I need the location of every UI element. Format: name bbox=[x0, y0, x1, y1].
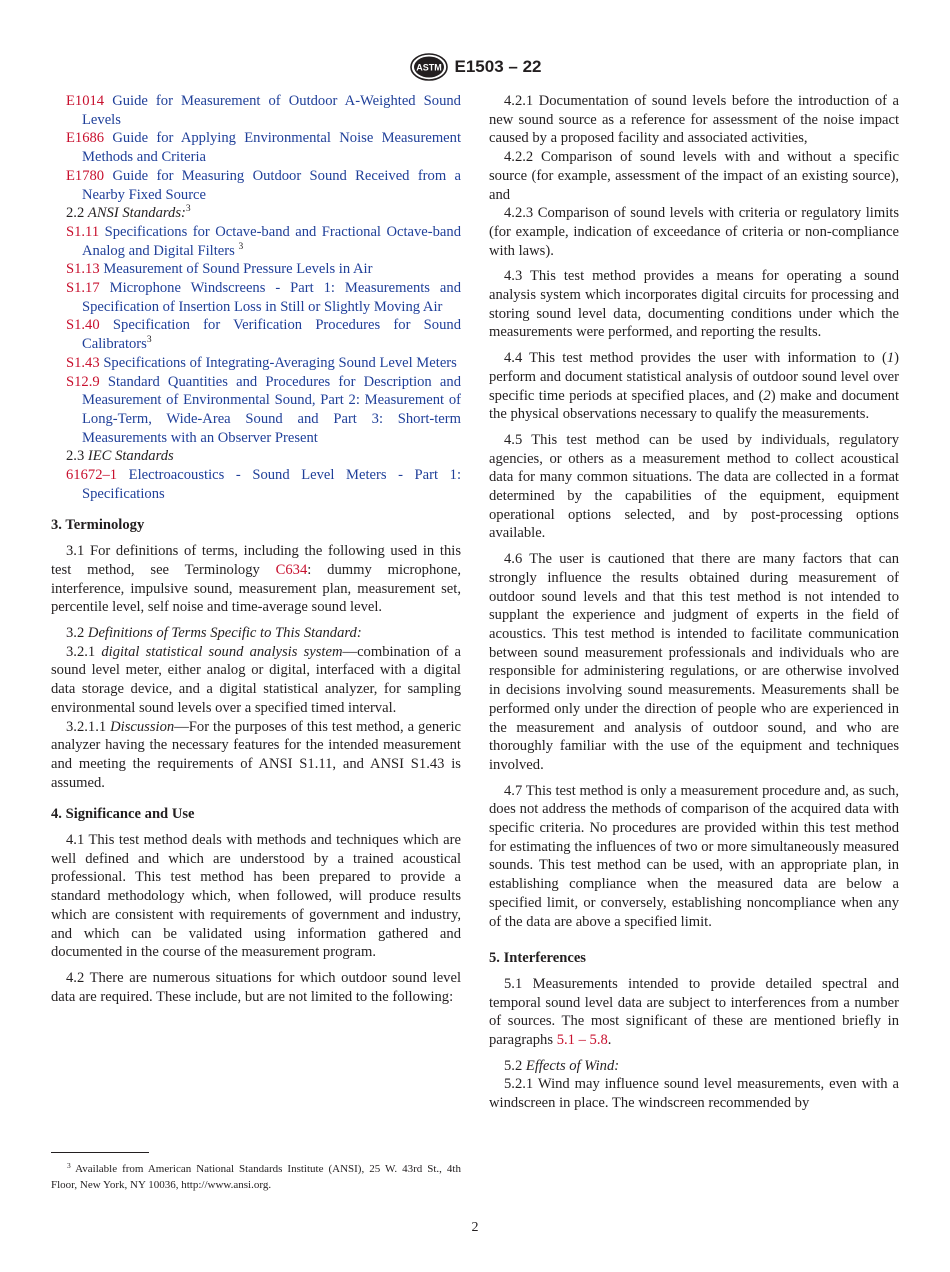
paragraph-3-1: 3.1 For definitions of terms, including the following used in this test method, see Terminology C634: dummy microphone, interference, impulsive sound, measurement plan, measurement set, percentile level, self noise and time-average sound level. bbox=[51, 543, 461, 616]
reference-title: Guide for Measurement of Outdoor A-Weighted Sound Levels bbox=[82, 93, 461, 128]
paragraph-4-3: 4.3 This test method provides a means for operating a sound analysis system which incorporates digital circuits for processing and storing sound level data, documenting conditions under which the measurements were performed, and reporting the results. bbox=[489, 268, 900, 341]
reference-code-link[interactable]: S1.40 bbox=[66, 317, 100, 334]
reference-61672-1 bbox=[51, 466, 461, 503]
iec-standards-heading: 2.3 IEC Standards bbox=[66, 448, 174, 465]
paragraph-4-2-1: 4.2.1 Documentation of sound levels before the introduction of a new sound source as a reference for assessment of the noise impact caused by a proposed facility and associated activities, bbox=[489, 93, 899, 147]
footnote-marker: 3 bbox=[67, 1161, 71, 1170]
paragraph-4-5: 4.5 This test method can be used by individuals, regulatory agencies, or others as a measurement method to collect acoustical data for many common situations. The data are collected in a format determined by the capabilities of the equipment, equipment operational options selected, and by post-processing options available. bbox=[489, 431, 899, 542]
paragraph-4-2-2: 4.2.2 Comparison of sound levels with and without a specific source (for example, assessment of the impact of an existing source), and bbox=[489, 149, 900, 203]
paragraph-4-2-3: 4.2.3 Comparison of sound levels with criteria or regulatory limits (for example, indication of exceedance of criteria or non-compliance with laws). bbox=[489, 205, 899, 259]
paragraph-5-2: 5.2 Effects of Wind: bbox=[504, 1057, 620, 1074]
reference-s1-13 bbox=[51, 260, 461, 279]
paragraph-4-7: 4.7 This test method is only a measurement procedure and, as such, does not address the methods of comparison of the acquired data with specific criteria. No procedures are provided within this test method for estimating the influences of two or more simultaneously measured sounds. This test method can be used, with an appropriate plan, in establishing compliance when the measured data are below a specified limit, or conversely, establishing noncompliance when any of the data are above a specified limit. bbox=[489, 782, 899, 930]
reference-code-link[interactable]: 61672–1 bbox=[66, 467, 118, 484]
paragraph-5-1: 5.1 Measurements intended to provide detailed spectral and temporal sound level data are subject to interferences from a number of sources. The most significant of these are mentioned briefly in paragraphs 5.1 – 5.8. bbox=[489, 975, 899, 1049]
footnote-divider bbox=[51, 1152, 149, 1153]
reference-code-link[interactable]: S12.9 bbox=[66, 373, 100, 390]
reference-title: Specification for Verification Procedures for Sound Calibrators bbox=[82, 317, 461, 353]
paragraph-4-4: 4.4 This test method provides the user with information to (1) perform and document statistical analysis of outdoor sound level over specific time periods at specified places, and (2) make and document the physical observations necessary to qualify the measurements. bbox=[489, 350, 900, 423]
reference-s1-17 bbox=[51, 279, 461, 316]
footnote-marker: 3 bbox=[238, 241, 244, 252]
reference-code-link[interactable]: E1686 bbox=[66, 130, 105, 147]
paragraph-range-link[interactable]: 5.1 – 5.8 bbox=[556, 1032, 608, 1049]
ansi-standards-heading: 2.2 ANSI Standards:$^3$ bbox=[66, 204, 191, 222]
reference-title: Guide for Measuring Outdoor Sound Received from a Nearby Fixed Source bbox=[82, 167, 461, 203]
document-id: E1503 – 22 bbox=[454, 57, 542, 76]
reference-e1780 bbox=[51, 167, 461, 204]
footnote-marker: 3 bbox=[146, 335, 152, 346]
reference-code-link[interactable]: S1.13 bbox=[66, 261, 100, 278]
reference-title: Specifications for Octave-band and Fractional Octave-band Analog and Digital Filters bbox=[82, 223, 461, 259]
section-5-heading: 5. Interferences bbox=[489, 950, 586, 967]
reference-code-link[interactable]: S1.43 bbox=[66, 354, 100, 371]
reference-s1-11 bbox=[51, 223, 461, 260]
section-3-heading: 3. Terminology bbox=[51, 517, 145, 534]
page-number: 2 bbox=[471, 1220, 479, 1235]
paragraph-5-2-1: 5.2.1 Wind may influence sound level measurements, even with a windscreen in place. The windscreen recommended by bbox=[489, 1076, 899, 1112]
footnote-marker: 3 bbox=[185, 204, 191, 215]
reference-s12-9 bbox=[51, 373, 461, 448]
reference-code-link[interactable]: S1.11 bbox=[66, 223, 100, 240]
footnote-3: $^3$ Available from American National Standards Institute (ANSI), 25 W. 43rd St., 4th Floor, New York, NY 10036, http://www.ansi.org. bbox=[51, 1161, 461, 1191]
page-header bbox=[0, 52, 950, 87]
reference-title: Standard Quantities and Procedures for Description and Measurement of Environmental Sound, Part 2: Measurement of Long-Term, Wide-Area Sound and Part 3: Short-term Measurements with an Observer Present bbox=[82, 373, 461, 446]
reference-title: Electroacoustics - Sound Level Meters - Part 1: Specifications bbox=[82, 467, 462, 502]
reference-s1-40 bbox=[51, 316, 461, 353]
section-4-heading: 4. Significance and Use bbox=[51, 806, 195, 823]
reference-e1686 bbox=[51, 129, 461, 166]
reference-code-link[interactable]: E1780 bbox=[66, 167, 105, 184]
reference-title: Microphone Windscreens - Part 1: Measurements and Specification of Insertion Loss in Still or Slightly Moving Air bbox=[82, 280, 462, 315]
logo-text: ASTM bbox=[415, 62, 442, 73]
paragraph-3-2-1-1: 3.2.1.1 Discussion—For the purposes of this test method, a generic analyzer having the necessary features for the intended measurement and meeting the requirements of ANSI S1.11, and ANSI S1.43 is assumed. bbox=[51, 718, 461, 791]
right-column bbox=[489, 92, 899, 1113]
reference-s1-43 bbox=[51, 354, 461, 373]
paragraph-4-1: 4.1 This test method deals with methods and techniques which are well defined and which are understood by a trained acoustical professional. This test method has been prepared to provide a standard methodology which, when followed, will produce results which are consistent with requirements of government and industry, and which can be validated using information gathered and documented in the course of the measurement program. bbox=[51, 832, 462, 961]
reference-code-link[interactable]: S1.17 bbox=[66, 280, 100, 297]
left-column bbox=[51, 92, 461, 1006]
reference-e1014 bbox=[51, 92, 461, 129]
reference-title: Measurement of Sound Pressure Levels in Air bbox=[103, 261, 373, 278]
reference-code-link[interactable]: E1014 bbox=[66, 93, 105, 109]
paragraph-4-2: 4.2 There are numerous situations for which outdoor sound level data are required. These include, but are not limited to the following: bbox=[51, 969, 461, 1005]
paragraph-3-2: 3.2 Definitions of Terms Specific to This Standard: bbox=[66, 624, 362, 641]
paragraph-3-2-1: 3.2.1 digital statistical sound analysis system—combination of a sound level meter, either analog or digital, interfaced with a digital data storage device, and a digital statistical analyzer, for sampling environmental sound levels over a specified timed interval. bbox=[51, 643, 461, 716]
reference-title: Specifications of Integrating-Averaging Sound Level Meters bbox=[103, 354, 457, 371]
astm-logo-icon bbox=[409, 52, 449, 82]
terminology-c634-link[interactable]: C634 bbox=[275, 561, 308, 578]
paragraph-4-6: 4.6 The user is cautioned that there are many factors that can strongly influence the results obtained during measurement of outdoor sound levels and that this test method is not intended to supplant the experience and judgment of experts in the field of acoustics. This test method is intended to facilitate communication between sound measurement professionals and individuals who are responsible for administering regulations, or are otherwise involved in decisions involving sound measurements. Measurements shall be performed only under the direction of people who are experienced in the measurement and analysis of outdoor sound, and who are thoroughly familiar with the use of the equipment and techniques involved. bbox=[489, 551, 899, 773]
reference-title: Guide for Applying Environmental Noise Measurement Methods and Criteria bbox=[82, 130, 461, 166]
